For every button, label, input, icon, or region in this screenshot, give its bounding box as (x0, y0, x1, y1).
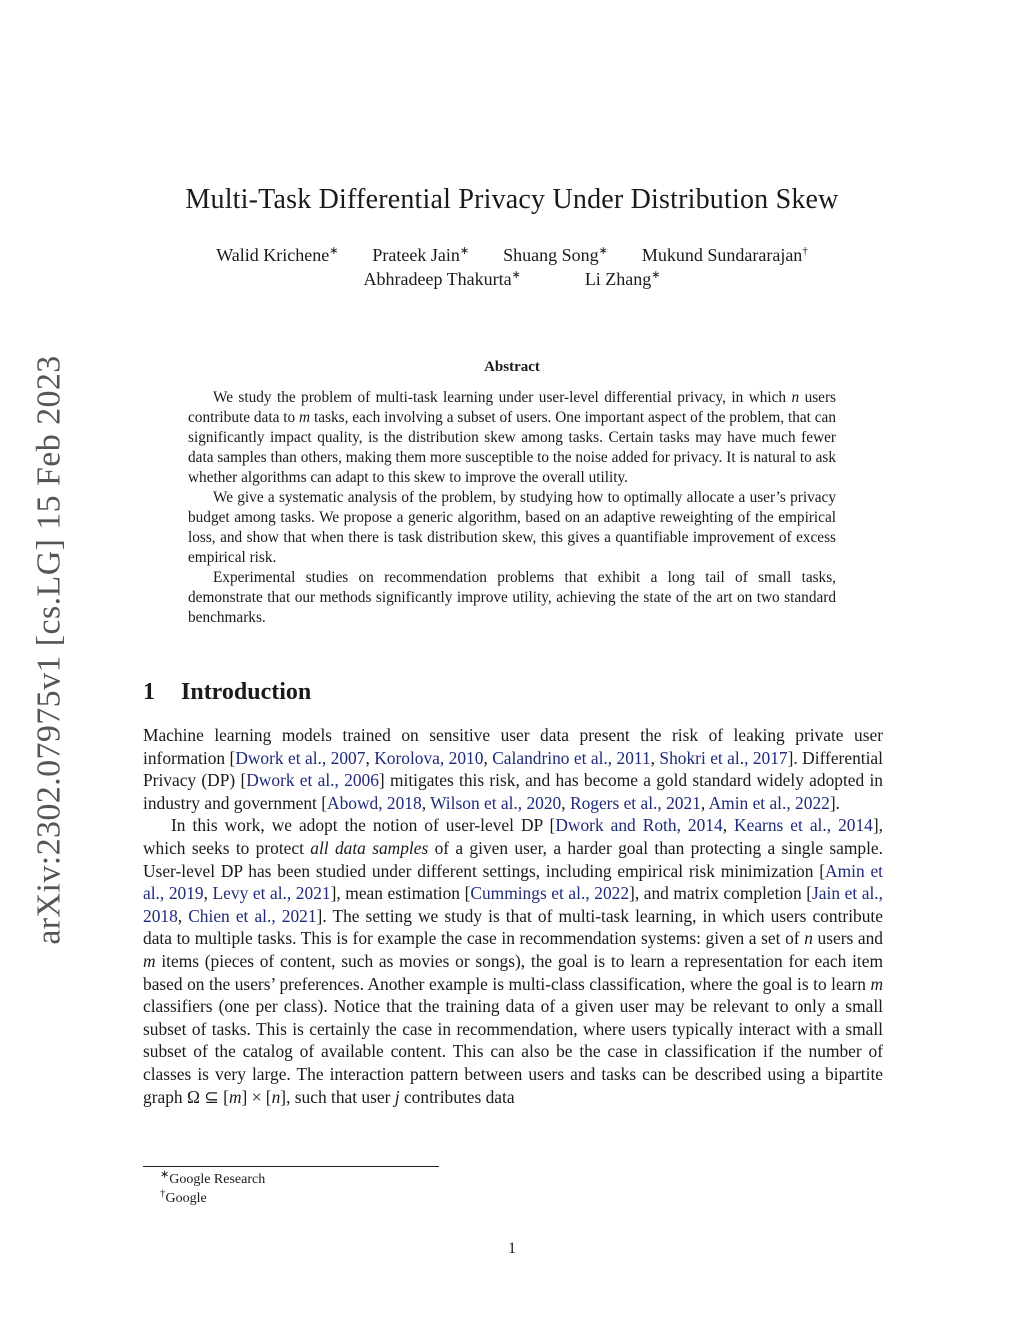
intro-paragraph: In this work, we adopt the notion of user-level DP [Dwork and Roth, 2014, Kearns et al., 2014], which seeks to protect all data samples of a given user, a harder goal than protecting a single sample. User-level DP has been studied under different settings, including empirical risk minimization [Amin et al., 2019, Levy et al., 2021], mean estimation [Cummings et al., 2022], and matrix completion [Jain et al., 2018, Chien et al., 2021]. The setting we study is that of multi-task learning, in which users contribute data to multiple tasks. This is for example the case in recommendation systems: given a set of n users and m items (pieces of content, such as movies or songs), the goal is to learn a representation for each item based on the users’ preferences. Another example is multi-class classification, where the goal is to learn m classifiers (one per class). Notice that the training data of a given user may be relevant to only a small subset of tasks. This is certainly the case in recommendation, where users typically interact with a small subset of the catalog of available content. This can also be the case in classification if the number of classes is very large. The interaction pattern between users and tasks can be described using a bipartite graph Ω ⊆ [m] × [n], such that user j contributes data (143, 815, 884, 1107)
author-row-1 (140, 243, 884, 267)
citation-link[interactable]: Dwork et al., 2006 (246, 770, 379, 791)
footnote-divider (143, 1166, 439, 1167)
abstract-heading: Abstract (484, 359, 540, 375)
author: Prateek Jain∗ (372, 245, 470, 265)
citation-link[interactable]: Calandrino et al., 2011 (492, 747, 651, 768)
citation-link[interactable]: Cummings et al., 2022 (470, 883, 630, 904)
abstract-paragraph: Experimental studies on recommendation problems that exhibit a long tail of small tasks, demonstrate that our methods significantly improve utility, achieving the state of the art on two standard benchmarks. (188, 569, 836, 626)
citation-link[interactable]: Korolova, 2010 (374, 747, 484, 768)
author-list (140, 243, 884, 291)
footnote: †Google (160, 1187, 207, 1206)
author: Li Zhang∗ (584, 269, 661, 289)
footnotes (160, 1170, 265, 1208)
citation-link[interactable]: Amin et al., 2019 (143, 860, 884, 904)
citation-link[interactable]: Dwork et al., 2007 (235, 747, 366, 768)
citation-link[interactable]: Kearns et al., 2014 (734, 815, 873, 836)
introduction-body (143, 724, 883, 1108)
citation-link[interactable]: Wilson et al., 2020 (430, 792, 562, 813)
author: Walid Krichene∗ (216, 245, 339, 265)
citation-link[interactable]: Abowd, 2018 (327, 792, 422, 813)
section-heading-introduction (143, 679, 311, 706)
section-number: 1 (143, 679, 155, 705)
author: Abhradeep Thakurta∗ (363, 269, 521, 289)
citation-link[interactable]: Shokri et al., 2017 (659, 747, 788, 768)
arxiv-identifier-text: arXiv:2302.07975v1 [cs.LG] 15 Feb 2023 (31, 355, 69, 945)
abstract-body (188, 388, 836, 628)
footnote: ∗Google Research (160, 1168, 266, 1187)
author-row-2 (140, 267, 884, 291)
abstract-paragraph: We study the problem of multi-task learning under user-level differential privacy, in which n users contribute data to m tasks, each involving a subset of users. One important aspect of the problem, that can significantly impact quality, is the distribution skew among tasks. Certain tasks may have much fewer data samples than others, making them more susceptible to the noise added for privacy. It is natural to ask whether algorithms can adapt to this skew to improve the overall utility. (188, 389, 837, 486)
arxiv-identifier-stamp (18, 355, 82, 945)
citation-link[interactable]: Jain et al., 2018 (143, 883, 883, 926)
citation-link[interactable]: Levy et al., 2021 (212, 883, 331, 904)
abstract-paragraph: We give a systematic analysis of the problem, by studying how to optimally allocate a user’s privacy budget among tasks. We propose a generic algorithm, based on an adaptive reweighting of the empirical loss, and show that when there is task distribution skew, this gives a quantifiable improvement of excess empirical risk. (188, 489, 836, 566)
author: Mukund Sundararajan† (641, 245, 808, 265)
citation-link[interactable]: Amin et al., 2022 (708, 792, 830, 813)
paper-title: Multi-Task Differential Privacy Under Distribution Skew (185, 184, 839, 215)
citation-link[interactable]: Rogers et al., 2021 (569, 792, 701, 813)
section-title: Introduction (181, 679, 312, 705)
citation-link[interactable]: Dwork and Roth, 2014 (555, 815, 723, 836)
intro-paragraph: Machine learning models trained on sensitive user data present the risk of leaking private user information [Dwork et al., 2007, Korolova, 2010, Calandrino et al., 2011, Shokri et al., 2017]. Differential Privacy (DP) [Dwork et al., 2006] mitigates this risk, and has become a gold standard widely adopted in industry and government [Abowd, 2018, Wilson et al., 2020, Rogers et al., 2021, Amin et al., 2022]. (143, 725, 883, 813)
page-number: 1 (508, 1240, 516, 1257)
citation-link[interactable]: Chien et al., 2021 (188, 905, 317, 926)
author: Shuang Song∗ (503, 245, 608, 265)
